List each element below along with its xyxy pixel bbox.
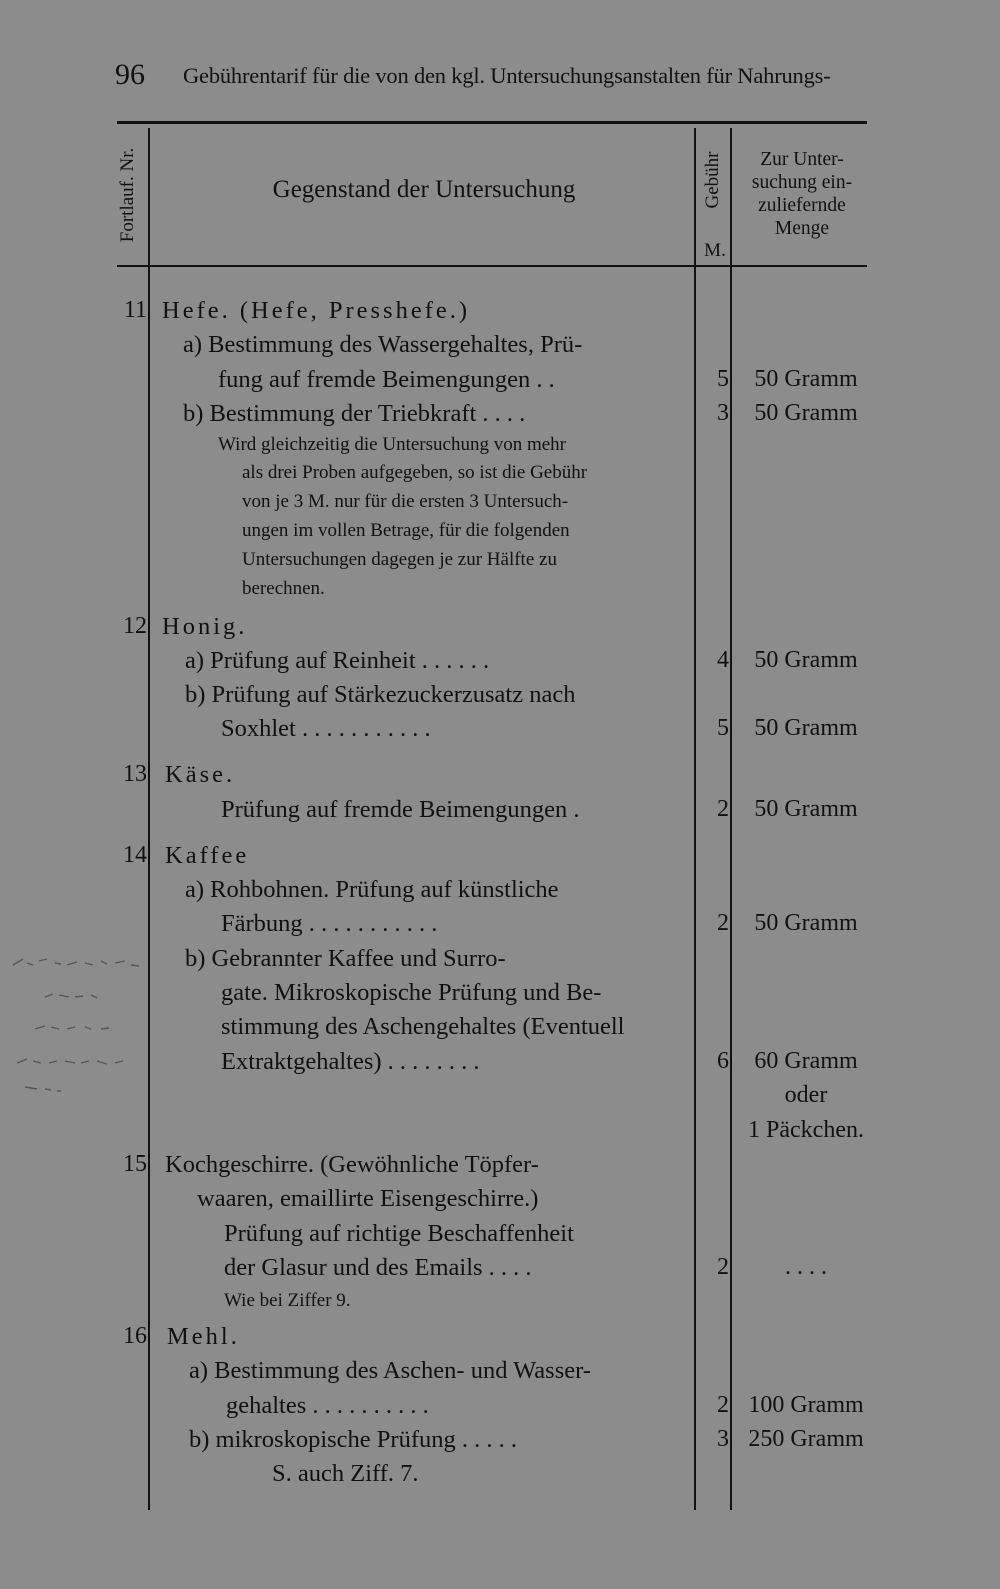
entry-line: waaren, emaillirte Eisengeschirre.) <box>197 1185 539 1212</box>
fee-value: 3 <box>717 400 729 426</box>
amount-value: oder <box>784 1082 828 1108</box>
amount-value: . . . . <box>785 1254 827 1280</box>
fee-value: 2 <box>717 910 729 936</box>
entry-line: stimmung des Aschengehaltes (Eventuell <box>221 1013 625 1040</box>
column-rule-fee-left <box>694 128 696 1510</box>
entry-number: 14 <box>123 842 147 868</box>
header-bottom-rule <box>117 265 867 267</box>
amount-value: 50 Gramm <box>754 400 858 426</box>
entry-note-line: Wie bei Ziffer 9. <box>224 1290 351 1311</box>
entry-line: fung auf fremde Beimengungen . . <box>218 366 555 393</box>
column-header-nr-label: Fortlauf. Nr. <box>117 147 138 243</box>
column-header-amount-line: Zur Unter- <box>760 149 844 170</box>
column-header-amount-line: Menge <box>774 218 830 239</box>
column-header-amount-line: zuliefernde <box>758 195 846 216</box>
entry-note-line: Untersuchungen dagegen je zur Hälfte zu <box>242 549 557 570</box>
column-header-fee <box>698 130 728 230</box>
entry-line: Soxhlet . . . . . . . . . . . <box>221 715 431 742</box>
amount-value: 250 Gramm <box>748 1426 864 1452</box>
stamp-remnant <box>5 945 155 1105</box>
fee-value: 2 <box>717 796 729 822</box>
column-rule-nr <box>148 128 150 1510</box>
fee-value: 5 <box>717 715 729 741</box>
entry-line: Kaffee <box>165 842 250 869</box>
fee-value: 6 <box>717 1048 729 1074</box>
column-header-amount-line: suchung ein- <box>751 172 853 193</box>
entry-note-line: ungen im vollen Betrage, für die folgenden <box>242 520 570 541</box>
amount-value: 50 Gramm <box>754 715 858 741</box>
entry-line: b) Prüfung auf Stärkezuckerzusatz nach <box>185 681 576 708</box>
column-header-nr <box>112 130 144 260</box>
entry-line: b) mikroskopische Prüfung . . . . . <box>189 1426 517 1453</box>
amount-value: 50 Gramm <box>754 366 858 392</box>
amount-value: 50 Gramm <box>754 647 858 673</box>
entry-line: a) Rohbohnen. Prüfung auf künstliche <box>185 876 559 903</box>
page-number: 96 <box>115 58 145 91</box>
running-head <box>115 58 885 98</box>
entry-line: a) Bestimmung des Wassergehaltes, Prü- <box>183 331 583 358</box>
entry-line: Prüfung auf fremde Beimengungen . <box>221 796 580 823</box>
fee-value: 3 <box>717 1426 729 1452</box>
entry-note-line: als drei Proben aufgegeben, so ist die Gebühr <box>242 462 588 483</box>
entry-number: 16 <box>123 1323 147 1349</box>
entry-number: 13 <box>123 761 147 787</box>
table-top-rule <box>117 121 867 124</box>
entry-line: Extraktgehaltes) . . . . . . . . <box>221 1048 480 1075</box>
entry-line: Prüfung auf richtige Beschaffenheit <box>224 1220 574 1247</box>
entry-number: 11 <box>123 297 147 323</box>
amount-value: 50 Gramm <box>754 910 858 936</box>
entry-line: S. auch Ziff. 7. <box>272 1460 419 1487</box>
amount-value: 60 Gramm <box>754 1048 858 1074</box>
entry-line: b) Bestimmung der Triebkraft . . . . <box>183 400 526 427</box>
entry-line: Färbung . . . . . . . . . . . <box>221 910 438 937</box>
entry-number: 15 <box>123 1151 147 1177</box>
entry-line: gehaltes . . . . . . . . . . <box>226 1392 429 1419</box>
fee-value: 4 <box>717 647 729 673</box>
entry-line: b) Gebrannter Kaffee und Surro- <box>185 945 506 972</box>
entry-number: 12 <box>123 613 147 639</box>
fee-value: 5 <box>717 366 729 392</box>
entry-line: Mehl. <box>167 1323 240 1350</box>
amount-value: 1 Päckchen. <box>748 1117 864 1143</box>
entry-line: Kochgeschirre. (Gewöhnliche Töpfer- <box>165 1151 539 1178</box>
entry-note-line: berechnen. <box>242 578 325 599</box>
column-header-fee-label: Gebühr <box>702 151 723 209</box>
entry-note-line: Wird gleichzeitig die Untersuchung von mehr <box>218 434 566 455</box>
fee-value: 2 <box>717 1392 729 1418</box>
fee-value: 2 <box>717 1254 729 1280</box>
amount-value: 100 Gramm <box>748 1392 864 1418</box>
column-header-fee-unit: M. <box>704 240 726 261</box>
amount-value: 50 Gramm <box>754 796 858 822</box>
entry-line: a) Bestimmung des Aschen- und Wasser- <box>189 1357 591 1384</box>
entry-line: Honig. <box>162 613 248 640</box>
entry-note-line: von je 3 M. nur für die ersten 3 Untersuch- <box>242 491 569 512</box>
entry-line: a) Prüfung auf Reinheit . . . . . . <box>185 647 490 674</box>
entry-line: der Glasur und des Emails . . . . <box>224 1254 532 1281</box>
entry-line: gate. Mikroskopische Prüfung und Be- <box>221 979 602 1006</box>
running-title: Gebührentarif für die von den kgl. Untersuchungsanstalten für Nahrungs- <box>183 63 831 88</box>
entry-line: Käse. <box>165 761 236 788</box>
entry-line: Hefe. (Hefe, Presshefe.) <box>162 297 471 324</box>
column-header-amount <box>732 148 872 240</box>
column-header-subject: Gegenstand der Untersuchung <box>272 176 576 203</box>
